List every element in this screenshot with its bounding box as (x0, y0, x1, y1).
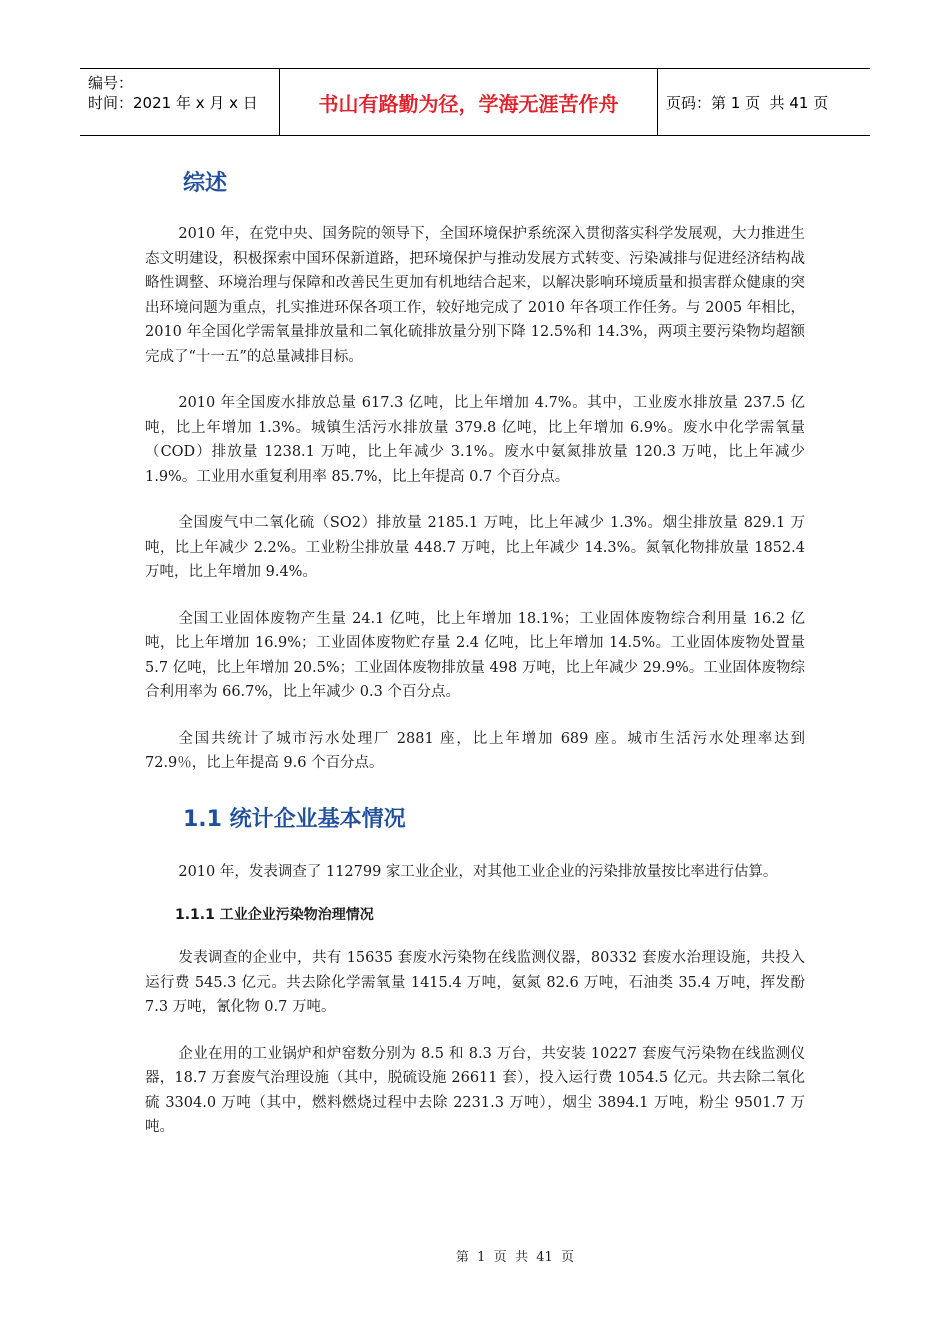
paragraph-1: 2010 年，在党中央、国务院的领导下，全国环境保护系统深入贯彻落实科学发展观，大力推进生态文明建设，积极探索中国环保新道路，把环境保护与推动发展方式转变、污染减排与促进经济结构战略性调整、环境治理与保障和改善民生更加有机地结合起来，以解决影响环境质量和损害群众健康的突出环境问题为重点，扎实推进环保各项工作，较好地完成了 2010 年各项工作任务。与 2005 年相比，2010 年全国化学需氧量排放量和二氧化硫排放量分别下降 12.5%和 14.3%，两项主要污染物均超额完成了“十一五”的总量减排目标。 (145, 226, 805, 365)
paragraph-4: 全国工业固体废物产生量 24.1 亿吨，比上年增加 18.1%；工业固体废物综合利用量 16.2 亿吨，比上年增加 16.9%；工业固体废物贮存量 2.4 亿吨，比上年增加 14.5%。工业固体废物处置量 5.7 亿吨，比上年增加 20.5%；工业固体废物排放量 498 万吨，比上年减少 29.9%。工业固体废物综合利用率为 66.7%，比上年减少 0.3 个百分点。 (145, 610, 805, 700)
paragraph-7: 发表调查的企业中，共有 15635 套废水污染物在线监测仪器，80332 套废水治理设施，共投入运行费 545.3 亿元。共去除化学需氧量 1415.4 万吨，氨氮 82.6 万吨，石油类 35.4 万吨，挥发酚 7.3 万吨，氰化物 0.7 万吨。 (145, 950, 805, 1015)
header-meta (80, 69, 280, 135)
page-header (80, 68, 870, 136)
paragraph-8: 企业在用的工业锅炉和炉窑数分别为 8.5 和 8.3 万台，共安装 10227 套废气污染物在线监测仪器，18.7 万套废气治理设施（其中，脱硫设施 26611 套），投入运行费 1054.5 亿元。共去除二氧化硫 3304.0 万吨（其中，燃料燃烧过程中去除 2231.3 万吨），烟尘 3894.1 万吨，粉尘 9501.7 万吨。 (145, 1045, 805, 1135)
paragraph-2: 2010 年全国废水排放总量 617.3 亿吨，比上年增加 4.7%。其中，工业废水排放量 237.5 亿吨，比上年增加 1.3%。城镇生活污水排放量 379.8 亿吨，比上年增加 6.9%。废水中化学需氧量（COD）排放量 1238.1 万吨，比上年减少 3.1%。废水中氨氮排放量 120.3 万吨，比上年减少 1.9%。工业用水重复利用率 85.7%，比上年提高 0.7 个百分点。 (145, 395, 805, 485)
page-footer: 第 1 页 共 41 页 (455, 1250, 575, 1265)
paragraph-3: 全国废气中二氧化硫（SO2）排放量 2185.1 万吨，比上年减少 1.3%。烟尘排放量 829.1 万吨，比上年减少 2.2%。工业粉尘排放量 448.7 万吨，比上年减少 14.3%。氮氧化物排放量 1852.4 万吨，比上年增加 9.4%。 (145, 515, 805, 580)
header-motto: 书山有路勤为径，学海无涯苦作舟 (280, 69, 658, 135)
document-date: 时间：2021 年 x 月 x 日 (88, 94, 258, 112)
paragraph-6: 2010 年，发表调查了 112799 家工业企业，对其他工业企业的污染排放量按比率进行估算。 (178, 863, 778, 880)
paragraph-5: 全国共统计了城市污水处理厂 2881 座，比上年增加 689 座。城市生活污水处理率达到 72.9％，比上年提高 9.6 个百分点。 (145, 730, 805, 771)
subsection-title-1-1-1: 1.1.1 工业企业污染物治理情况 (175, 907, 374, 923)
section-title-overview: 综述 (183, 171, 228, 196)
section-title-1-1: 1.1 统计企业基本情况 (183, 806, 406, 832)
header-page-info: 页码：第 1 页 共 41 页 (666, 93, 829, 112)
document-body (145, 160, 805, 1140)
document-number: 编号： (88, 74, 134, 92)
